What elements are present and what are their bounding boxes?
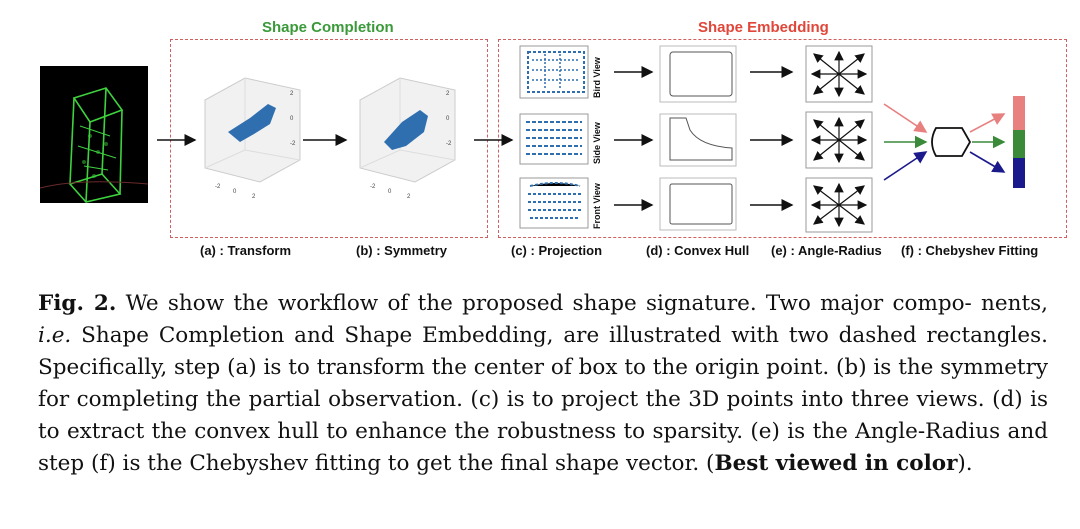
convex-hull-bird bbox=[660, 46, 736, 102]
shape-embedding-title: Shape Embedding bbox=[698, 19, 829, 36]
label-e-angle-radius: (e) : Angle-Radius bbox=[771, 243, 882, 258]
arrow-blue-in bbox=[884, 152, 926, 180]
label-b-symmetry: (b) : Symmetry bbox=[356, 243, 448, 258]
label-c-projection: (c) : Projection bbox=[511, 243, 603, 258]
caption-ie: i.e. bbox=[38, 323, 72, 348]
view-tag-front: Front View bbox=[592, 183, 602, 229]
figure-caption bbox=[38, 288, 1048, 480]
svg-text:-2: -2 bbox=[370, 184, 376, 190]
caption-fig-label: Fig. 2. bbox=[38, 291, 117, 316]
caption-best-viewed: Best viewed in color bbox=[714, 451, 958, 476]
label-f-chebyshev: (f) : Chebyshev Fitting bbox=[901, 243, 1039, 258]
shape-completion-title: Shape Completion bbox=[262, 19, 394, 36]
svg-text:2: 2 bbox=[407, 194, 411, 200]
transform-3d-plot bbox=[205, 78, 300, 200]
svg-text:2: 2 bbox=[290, 91, 294, 97]
projection-side-view bbox=[520, 114, 588, 164]
convex-hull-front bbox=[660, 178, 736, 230]
arrow-red-in bbox=[884, 104, 926, 132]
svg-text:0: 0 bbox=[388, 189, 392, 195]
projection-bird-view bbox=[520, 46, 588, 98]
shape-vector-red bbox=[1013, 96, 1025, 130]
shape-vector-green bbox=[1013, 130, 1025, 158]
svg-text:0: 0 bbox=[290, 116, 294, 122]
svg-text:-2: -2 bbox=[215, 184, 221, 190]
angle-radius-side bbox=[806, 112, 872, 168]
projection-front-view bbox=[520, 178, 588, 228]
svg-text:0: 0 bbox=[446, 116, 450, 122]
symmetry-3d-plot bbox=[360, 78, 455, 200]
caption-text-2: Shape Completion and Shape Embedding, are illustrated with two dashed rectangles. Specifically, step (a) is to transform the center of box to the origin point. (b) is the symmetry for completing the partial observation. (c) is to project the 3D points into three views. (d) is to extract the convex hull to enhance the robustness to sparsity. (e) is the Angle-Radius and step (f) is the Chebyshev fitting to get the final shape vector. ( bbox=[38, 323, 1048, 476]
caption-text-3: ). bbox=[957, 451, 973, 476]
svg-text:0: 0 bbox=[233, 189, 237, 195]
label-a-transform: (a) : Transform bbox=[200, 243, 292, 258]
caption-text-1: We show the workflow of the proposed shape signature. Two major compo- nents, bbox=[116, 291, 1048, 316]
svg-text:2: 2 bbox=[446, 91, 450, 97]
view-tag-side: Side View bbox=[592, 122, 602, 164]
view-tag-bird: Bird View bbox=[592, 57, 602, 98]
chebyshev-fitting-node bbox=[932, 128, 970, 156]
shape-vector-blue bbox=[1013, 158, 1025, 188]
arrow-red-out bbox=[970, 114, 1004, 132]
svg-text:-2: -2 bbox=[446, 141, 452, 147]
svg-text:2: 2 bbox=[252, 194, 256, 200]
convex-hull-side bbox=[660, 114, 736, 166]
label-d-convex-hull: (d) : Convex Hull bbox=[646, 243, 750, 258]
arrow-blue-out bbox=[970, 152, 1004, 172]
svg-text:-2: -2 bbox=[290, 141, 296, 147]
angle-radius-bird bbox=[806, 46, 872, 102]
angle-radius-front bbox=[806, 178, 872, 232]
